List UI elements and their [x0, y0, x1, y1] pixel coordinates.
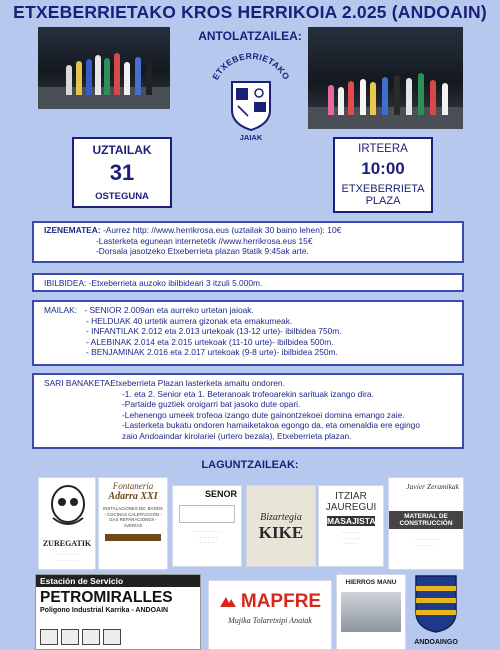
category-line: - ALEBINAK 2.014 eta 2.015 urtekoak (11-10 urte)- ibilbidea 500m. — [86, 336, 334, 347]
person — [394, 75, 400, 115]
sponsor-petromiralles — [35, 574, 201, 650]
fuel-icon — [61, 629, 79, 645]
person — [95, 55, 101, 95]
person — [406, 78, 412, 115]
bizartegia-name-2: KIKE — [258, 523, 304, 542]
sponsor-itziar — [318, 485, 384, 567]
senor-name: SENOR — [204, 489, 237, 499]
sponsor-andoaingo — [410, 574, 462, 650]
fuel-icon — [82, 629, 100, 645]
right-photo — [308, 27, 463, 129]
andoain-shield-icon — [410, 574, 462, 634]
petromiralles-poligono: Polígono Industrial Karrika - ANDOAIN — [40, 607, 169, 614]
registration-heading: IZENEMATEA: — [44, 225, 101, 235]
person — [442, 83, 448, 115]
left-photo — [38, 27, 170, 109]
fuel-icon — [40, 629, 58, 645]
svg-text:ETXEBERRIETAKO — [210, 51, 291, 82]
zuregatik-details: · · · · · · · · · · · · · · · · · · — [54, 552, 80, 563]
award-line: -Partaide guztiek oroigarri bat jasoko dute opari. — [122, 399, 301, 410]
date-month: UZTAILAK — [92, 143, 152, 157]
zeramikak-details: · · · · · · · · · · · · · · · · · — [413, 537, 439, 548]
organizer-logo-svg — [196, 44, 306, 142]
route-heading: IBILBIDEA: — [44, 278, 87, 288]
mapfre-logo — [209, 591, 331, 613]
award-line: -Lasterketa bukatu ondoren hamaiketakoa egongo da, eta omenaldia ere egingo — [122, 420, 420, 431]
category-line: - SENIOR 2.009an eta aurreko urtetan jaioak. — [84, 305, 254, 315]
person — [370, 82, 376, 115]
start-place-line2: PLAZA — [365, 195, 401, 207]
start-time: 10:00 — [361, 159, 405, 178]
award-line: -Lehenengo umeek trofeoa izango dute gainontzekoei domina emango zaie. — [122, 409, 405, 420]
senor-box — [179, 505, 235, 523]
page-title: ETXEBERRIETAKO KROS HERRIKOIA 2.025 (ANDOAIN) — [13, 2, 487, 22]
person — [146, 60, 152, 95]
date-weekday: OSTEGUNA — [95, 191, 149, 202]
truck-image — [341, 592, 401, 632]
person — [382, 77, 388, 115]
registration-line: -Lasterketa egunean internetetik //www.herrikrosa.eus 15€ — [96, 235, 313, 246]
senor-details: · · · · · · · · · · · · · · · · · · · · · · · · · — [192, 529, 222, 545]
person — [348, 81, 354, 115]
date-day: 31 — [109, 160, 135, 185]
petromiralles-estacion: Estación de Servicio — [36, 575, 200, 587]
sponsor-bizartegia — [246, 485, 316, 567]
sponsors-heading: LAGUNTZAILEAK: — [201, 459, 299, 471]
mapfre-icon — [219, 595, 237, 609]
categories-box — [32, 300, 464, 366]
person — [86, 59, 92, 95]
mapfre-subtitle: Mujika Tolaretxipi Anaiak — [228, 616, 312, 625]
sponsor-mapfre — [208, 580, 332, 650]
awards-box — [32, 373, 464, 449]
sponsor-hierros — [336, 574, 406, 650]
registration-line: -Aurrez http: //www.herrikrosa.eus (uztailak 30 baino lehen): 10€ — [102, 225, 342, 235]
fuel-icon — [103, 629, 121, 645]
fontaneria-title-1: Fontanería — [112, 481, 154, 491]
categories-heading: MAILAK: — [44, 305, 78, 315]
organizer-logo — [196, 44, 306, 142]
registration-box — [32, 221, 464, 263]
logo-text-bottom: JAIAK — [239, 133, 263, 142]
shield-icon — [232, 82, 270, 130]
person — [104, 58, 110, 95]
person — [418, 73, 424, 115]
route-text: -Etxeberrieta auzoko ibilbideari 3 itzuli 5.000m. — [88, 278, 263, 288]
zuregatik-name: ZUREGATIK — [42, 539, 92, 548]
person — [76, 61, 82, 95]
bizartegia-name-1: Bizartegia — [260, 512, 302, 523]
awards-heading: SARI BANAKETA: — [44, 378, 113, 388]
hierros-name: HIERROS MANU — [345, 579, 397, 586]
category-line: - INFANTILAK 2.012 eta 2.013 urtekoak (13-12 urte)- ibilbidea 750m. — [86, 326, 342, 337]
category-line: - BENJAMINAK 2.016 eta 2.017 urtekoak (9-8 urte)- ibilbidea 250m. — [86, 347, 338, 358]
fontaneria-title-2: Adarra XXI — [108, 491, 158, 502]
category-line: - HELDUAK 40 urtetik aurrera gizonak eta emakumeak. — [86, 315, 293, 326]
sponsor-senor — [172, 485, 242, 567]
mapfre-name: MAPFRE — [240, 591, 322, 612]
andoaingo-label: ANDOAINGO — [414, 639, 458, 646]
person — [360, 79, 366, 115]
award-line: zaio Andoaindar kirolariei (urtero bezala), Etxeberrieta plazan. — [122, 430, 352, 441]
sponsor-zuregatik — [38, 477, 96, 570]
itziar-details: · · · · · · · · · · · · · · · · · · · — [342, 530, 360, 546]
person — [328, 85, 334, 115]
person — [135, 57, 141, 95]
start-place-line1: ETXEBERRIETA — [341, 183, 425, 195]
person — [430, 80, 436, 115]
route-box — [32, 273, 464, 292]
person — [124, 62, 130, 95]
person — [66, 65, 72, 95]
zeramikak-name: Javier Zeramikak — [406, 482, 459, 491]
fuel-icons-row — [40, 629, 121, 645]
person — [338, 87, 344, 115]
sponsor-zeramikak — [388, 477, 464, 570]
organizer-label: ANTOLATZAILEA: — [198, 29, 302, 43]
person — [114, 53, 120, 95]
petromiralles-name: PETROMIRALLES — [40, 589, 173, 606]
fontaneria-bar — [105, 534, 161, 541]
logo-text-top: ETXEBERRIETAKO — [210, 50, 292, 82]
award-line: -1. eta 2. Senior eta 1. Beteranoak trofeoarekin sarituak izango dira. — [122, 388, 374, 399]
start-label: IRTEERA — [358, 143, 408, 155]
sponsor-fontaneria — [98, 477, 168, 570]
registration-line: -Dorsala jasotzeko Etxeberrieta plazan 9tatik 9:45ak arte. — [96, 246, 309, 257]
fontaneria-services: INSTALACIONES DE: BAÑOS - COCINAS CALEFACCIÓN - GAS REPARACIONES - AVERÍAS — [103, 506, 163, 528]
award-line: Etxeberrieta Plazan lasterketa amaitu ondoren. — [110, 378, 285, 388]
itziar-name-3: MASAJISTA — [327, 516, 376, 526]
itziar-name-1: ITZIAR — [335, 491, 367, 502]
skull-icon — [39, 478, 96, 534]
start-card — [333, 137, 433, 213]
date-card — [72, 137, 172, 208]
zeramikak-banner: MATERIAL DE CONSTRUCCIÓN — [389, 511, 463, 529]
itziar-name-2: JAUREGUI — [325, 502, 377, 513]
